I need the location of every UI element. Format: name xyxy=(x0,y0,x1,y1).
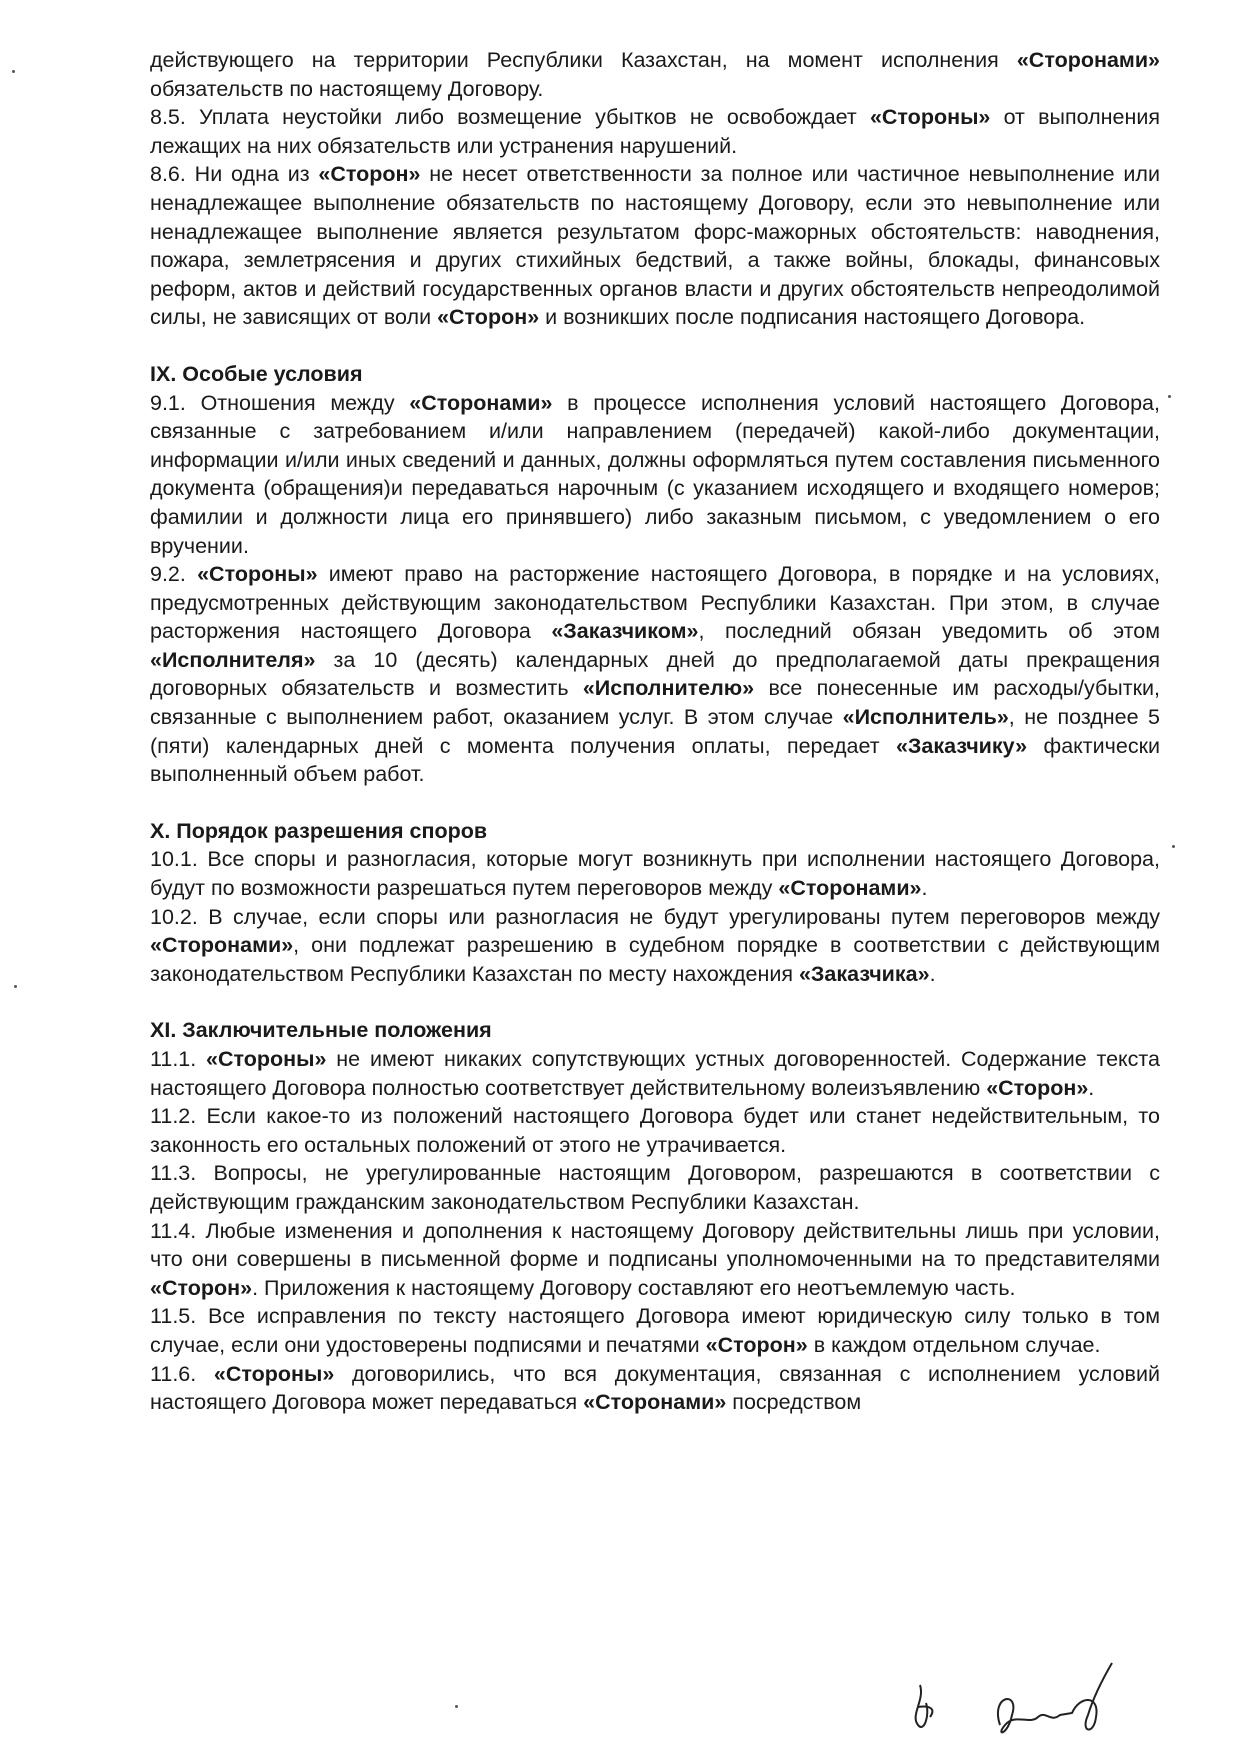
bold-term: «Сторонами» xyxy=(150,933,294,958)
text-run: 8.6. Ни одна из xyxy=(150,162,319,187)
paragraph xyxy=(150,845,1160,902)
paragraph xyxy=(150,1302,1160,1359)
text-run: не несет ответственности за полное или частичное невыполнение или ненадлежащее выполнение обязательств по настоящему Договору, если это невыполнение или ненадлежащее выполнение является результатом форс-мажорных обстоятельств: наводнения, пожара, землетрясения и других стихийных бедствий, а также войны, блокады, финансовых реформ, актов и действий государственных органов власти и других обстоятельств непреодолимой силы, не зависящих от воли xyxy=(150,162,1160,330)
text-run: 10.2. В случае, если споры или разногласия не будут урегулированы путем переговоров между xyxy=(150,904,1160,929)
bold-term: «Стороны» xyxy=(206,1047,327,1071)
text-run: не имеют никаких сопутствующих устных договоренностей. Содержание текста настоящего Договора полностью соответствует действительному волеизъявлению xyxy=(150,1047,1160,1100)
text-run: от выполнения лежащих на них обязательств или устранения нарушений. xyxy=(150,105,1160,158)
bold-term: «Заказчиком» xyxy=(551,619,699,644)
document-page xyxy=(150,46,1160,1417)
bold-term: «Сторон» xyxy=(318,162,421,187)
text-run: посредством xyxy=(726,1390,862,1415)
bold-term: «Заказчику» xyxy=(895,733,1028,758)
paragraph xyxy=(150,46,1160,103)
margin-mark xyxy=(1168,395,1171,398)
margin-mark xyxy=(14,985,17,988)
margin-mark xyxy=(455,1705,458,1708)
paragraph xyxy=(150,1159,1160,1216)
paragraph xyxy=(150,103,1160,160)
text-run: все понесенные им расходы/убытки, связанные с выполнением работ, оказанием услуг. В этом случае xyxy=(150,676,1160,730)
text-run: . Приложения к настоящему Договору составляют его неотъемлемую часть. xyxy=(252,1275,1016,1300)
text-run: X. Порядок разрешения споров xyxy=(150,818,488,843)
text-run: 9.1. Отношения между xyxy=(150,390,410,415)
text-run: , не позднее 5 (пяти) календарных дней с момента получения оплаты, передает xyxy=(150,705,1160,758)
paragraph-gap xyxy=(150,332,1160,360)
bold-term: «Сторонами» xyxy=(583,1390,727,1415)
bold-term: «Стороны» xyxy=(869,105,991,130)
section-heading xyxy=(150,817,1160,846)
text-run: в каждом отдельном случае. xyxy=(807,1332,1101,1357)
handwritten-signature xyxy=(900,1655,1160,1750)
text-run: . xyxy=(921,876,928,901)
paragraph xyxy=(150,1217,1160,1303)
text-run: 11.6. xyxy=(150,1361,214,1386)
text-run: 9.2. xyxy=(150,562,198,587)
paragraph xyxy=(150,560,1160,789)
text-run: 11.1. xyxy=(150,1047,207,1071)
paragraph xyxy=(150,903,1160,989)
text-run: . xyxy=(929,961,936,986)
bold-term: «Исполнителю» xyxy=(582,676,755,701)
text-run: 11.5. Все исправления по тексту настоящего Договора имеют юридическую силу только в том случае, если они удостоверены подписями и печатями xyxy=(150,1304,1160,1357)
section-heading xyxy=(150,1016,1160,1045)
paragraph xyxy=(150,1360,1160,1417)
paragraph-gap xyxy=(150,789,1160,817)
text-run: в процессе исполнения условий настоящего Договора, связанные с затребованием и/или направлением (передачей) какой-либо документации, информации и/или иных сведений и данных, должны оформляться путем составления письменного документа (обращения)и передаваться нарочным (с указанием исходящего и входящего номеров; фамилии и должности лица его принявшего) либо заказным письмом, с уведомлением о его вручении. xyxy=(150,390,1160,558)
text-run: и возникших после подписания настоящего Договора. xyxy=(539,305,1086,330)
bold-term: «Сторон» xyxy=(150,1275,253,1300)
text-run: за 10 (десять) календарных дней до предполагаемой даты прекращения договорных обязательств и возместить xyxy=(150,647,1160,701)
bold-term: «Стороны» xyxy=(197,562,318,587)
paragraph xyxy=(150,1102,1160,1159)
text-run: действующего на территории Республики Казахстан, на момент исполнения xyxy=(150,48,1017,72)
text-run: 11.4. Любые изменения и дополнения к настоящему Договору действительны лишь при условии, что они совершены в письменной форме и подписаны уполномоченными на то представителями xyxy=(150,1218,1160,1272)
paragraph xyxy=(150,389,1160,561)
text-run: договорились, что вся документация, связанная с исполнением условий настоящего Договора может передаваться xyxy=(150,1361,1160,1415)
bold-term: «Исполнителя» xyxy=(150,647,316,672)
margin-mark xyxy=(12,70,15,73)
text-run: имеют право на расторжение настоящего Договора, в порядке и на условиях, предусмотренных действующим законодательством Республики Казахстан. При этом, в случае расторжения настоящего Договора xyxy=(150,562,1160,644)
text-run: 8.5. Уплата неустойки либо возмещение убытков не освобождает xyxy=(150,105,870,130)
paragraph xyxy=(150,1045,1160,1102)
paragraph-gap xyxy=(150,988,1160,1016)
text-run: обязательств по настоящему Договору. xyxy=(150,76,544,101)
bold-term: «Сторонами» xyxy=(409,390,553,415)
text-run: 11.3. Вопросы, не урегулированные настоящим Договором, разрешаются в соответствии с действующим гражданским законодательством Республики Казахстан. xyxy=(150,1161,1160,1214)
bold-term: «Сторон» xyxy=(705,1332,808,1357)
bold-term: «Сторон» xyxy=(437,305,540,330)
text-run: 11.2. Если какое-то из положений настоящего Договора будет или станет недействительным, то законность его остальных положений от этого не утрачивается. xyxy=(150,1104,1160,1157)
bold-term: «Заказчика» xyxy=(798,961,930,986)
margin-mark xyxy=(1172,845,1175,848)
text-run: . xyxy=(1088,1075,1095,1100)
bold-term: «Стороны» xyxy=(213,1361,335,1386)
bold-term: «Исполнитель» xyxy=(842,705,1009,730)
section-heading xyxy=(150,360,1160,389)
text-run: , они подлежат разрешению в судебном порядке в соответствии с действующим законодательством Республики Казахстан по месту нахождения xyxy=(150,933,1160,986)
bold-term: «Сторонами» xyxy=(1016,48,1160,72)
text-run: , последний обязан уведомить об этом xyxy=(698,619,1160,644)
text-run: IX. Особые условия xyxy=(150,361,363,386)
paragraph xyxy=(150,160,1160,332)
text-run: XI. Заключительные положения xyxy=(150,1018,492,1043)
text-run: 10.1. Все споры и разногласия, которые могут возникнуть при исполнении настоящего Договора, будут по возможности разрешаться путем переговоров между xyxy=(150,847,1160,901)
text-run: фактически выполненный объем работ. xyxy=(150,733,1160,787)
bold-term: «Сторонами» xyxy=(778,876,922,901)
bold-term: «Сторон» xyxy=(986,1075,1089,1100)
